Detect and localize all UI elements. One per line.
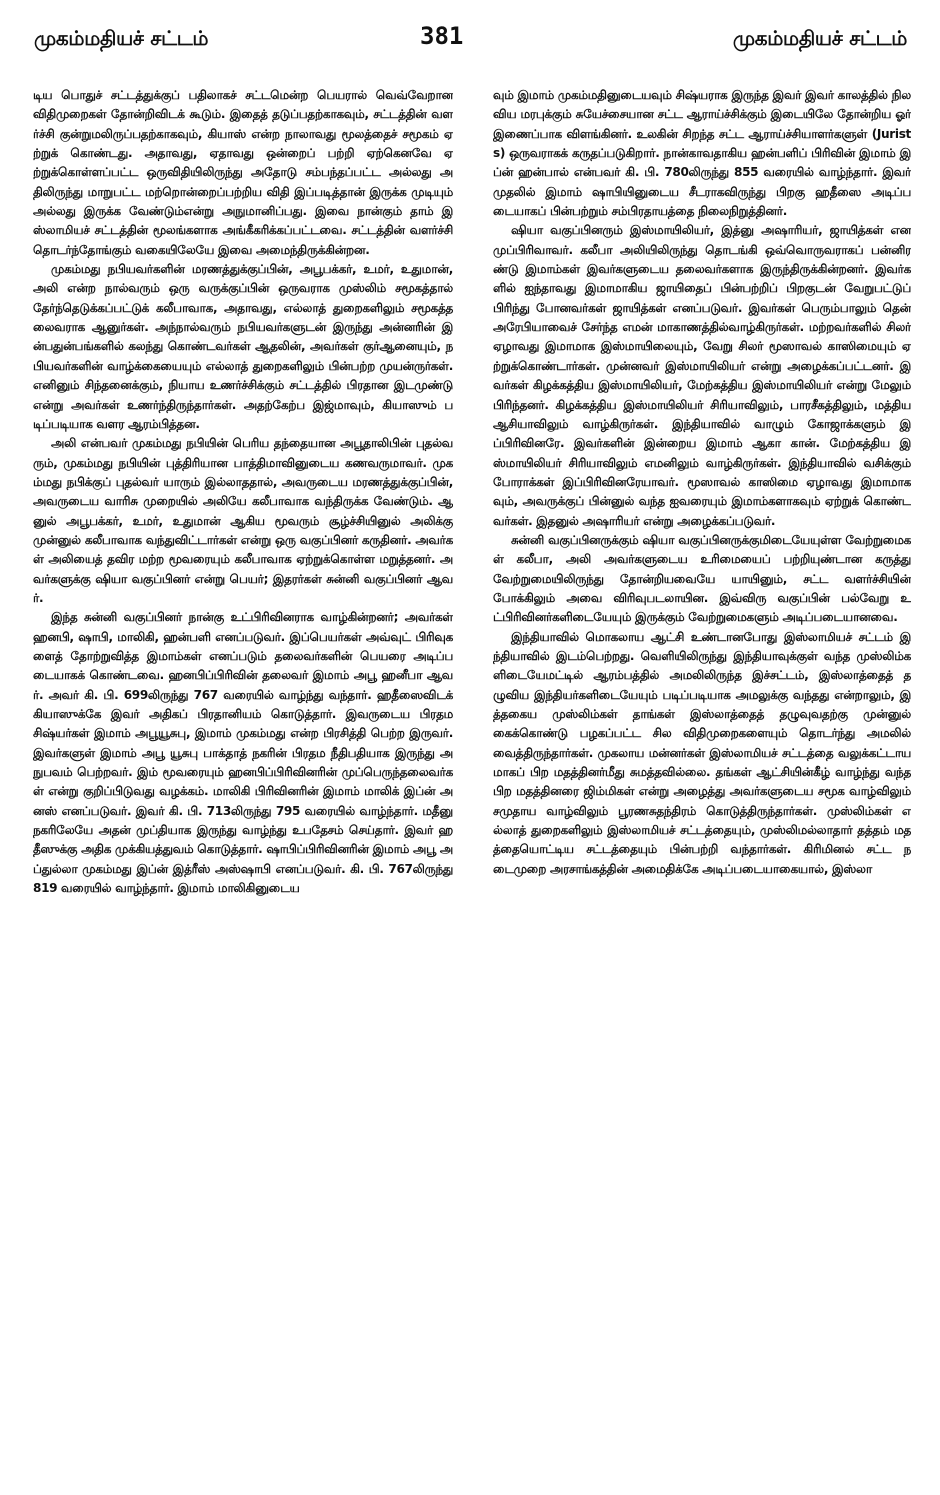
paragraph: அலி என்பவர் முகம்மது நபியின் பெரிய தந்தையான அபூதாலிபின் புதல்வரும், முகம்மது நபியின் புத்திரியான பாத்திமாவினுடைய கணவருமாவர். முகம்மது நபிக்குப் புதல்வர் யாரும் இல்லாததால், அவருடைய மரணத்துக்குப்பின், அவருடைய வாரிசு முறையில் அலியே கலீபாவாக வந்திருக்க வேண்டும். ஆனுல் அபூபக்கர், உமர், உதுமான் ஆகிய மூவரும் சூழ்ச்சியினுல் அலிக்கு முன்னுல் கலீபாவாக வந்துவிட்டார்கள் என்று ஒரு வகுப்பினர் கருதினர். அவர்கள் அலியைத் தவிர மற்ற மூவரையும் கலீபாவாக ஏற்றுக்கொள்ள மறுத்தனர். அவர்களுக்கு ஷியா வகுப்பினர் என்று பெயர்; இதரர்கள் சுன்னி வகுப்பினர் ஆவர். [33, 436, 453, 605]
paragraph: சுன்னி வகுப்பினருக்கும் ஷியா வகுப்பினருக்குமிடையேயுள்ள வேற்றுமைகள் கலீபா, அலி அவர்களுடைய உரிமையைப் பற்றியுண்டான கருத்து வேற்றுமையிலிருந்து தோன்றியவையே யாயினும், சட்ட வளர்ச்சியின் போக்கிலும் அவை விரிவுபடலாயின. இவ்விரு வகுப்பின் பல்வேறு உட்பிரிவினர்களிடையேயும் இருக்கும் வேற்றுமைகளும் அடிப்படையானவை. [493, 532, 911, 625]
paragraph: வும் இமாம் முகம்மதினுடையவும் சிஷ்யராக இருந்த இவர் இவர் காலத்தில் நிலவிய மரபுக்கும் சுயேச்சையான சட்ட ஆராய்ச்சிக்கும் இடையிலே தோன்றிய ஓர் இணைப்பாக விளங்கினர். உலகின் சிறந்த சட்ட ஆராய்ச்சியாளர்களுள் (Jurists) ஒருவராகக் கருதப்படுகிறார். நான்காவதாகிய ஹன்பளிப் பிரிவின் இமாம் இப்ன் ஹன்பால் என்பவர் கி. பி. 780லிருந்து 855 வரையில் வாழ்ந்தார். இவர் முதலில் இமாம் ஷாபியினுடைய சீடராகவிருந்து பிறகு ஹதீஸை அடிப்படையாகப் பின்பற்றும் சம்பிரதாயத்தை நிலைநிறுத்தினர். [493, 88, 911, 219]
left-text-column [33, 86, 453, 1481]
paragraph: டிய பொதுச் சட்டத்துக்குப் பதிலாகச் சட்டமென்ற பெயரால் வெவ்வேறான விதிமுறைகள் தோன்றிவிடக் கூடும். இதைத் தடுப்பதற்காகவும், சட்டத்தின் வளர்ச்சி குன்றுமலிருப்பதற்காகவும், கியாஸ் என்ற நாலாவது மூலத்தைச் சமூகம் ஏற்றுக் கொண்டது. அதாவது, ஏதாவது ஒன்றைப் பற்றி ஏற்கெனவே ஏற்றுக்கொள்ளப்பட்ட ஒருவிதியிலிருந்து அதோடு சம்பந்தப்பட்ட அல்லது அதிலிருந்து மாறுபட்ட மற்றொன்றைப்பற்றிய விதி இப்படித்தான் இருக்க முடியும் அல்லது இருக்க வேண்டும்என்று அநுமானிப்பது. இவை நான்கும் தாம் இஸ்லாமியச் சட்டத்தின் மூலங்களாக அங்கீகரிக்கப்பட்டவை. சட்டத்தின் வளர்ச்சி தொடர்ந்தோங்கும் வகையிலேயே இவை அமைந்திருக்கின்றன. [33, 88, 453, 257]
page-number: 381 [420, 22, 464, 50]
paragraph: ஷியா வகுப்பினரும் இஸ்மாயிலியர், இத்னு அஷாரியர், ஜாயித்கள் என முப்பிரிவாவர். கலீபா அலியிலிருந்து தொடங்கி ஒவ்வொருவராகப் பன்னிரண்டு இமாம்கள் இவர்களுடைய தலைவர்களாக இருந்திருக்கின்றனர். இவர்களில் ஐந்தாவது இமாமாகிய ஜாயிதைப் பின்பற்றிப் பிறகுடன் வேறுபட்டுப் பிரிந்து போனவர்கள் ஜாயித்கள் எனப்படுவர். இவர்கள் பெரும்பாலும் தென் அரேபியாவைச் சேர்ந்த எமன் மாகாணத்தில்வாழ்கிருர்கள். மற்றவர்களில் சிலர் ஏழாவது இமாமாக இஸ்மாயிலையும், வேறு சிலர் மூஸாவல் காஸிமையும் ஏற்றுக்கொண்டார்கள். முன்னவர் இஸ்மாயிலியர் என்று அழைக்கப்பட்டனர். இவர்கள் கிழக்கத்திய இஸ்மாயிலியர், மேற்கத்திய இஸ்மாயிலியர் என்று மேலும் பிரிந்தனர். கிழக்கத்திய இஸ்மாயிலியர் சிரியாவிலும், பாரசீகத்திலும், மத்திய ஆசியாவிலும் வாழ்கிருர்கள். இந்தியாவில் வாழும் கோஜாக்களும் இப்பிரிவினரே. இவர்களின் இன்றைய இமாம் ஆகா கான். மேற்கத்திய இஸ்மாயிலியர் சிரியாவிலும் எமனிலும் வாழ்கிருர்கள். இந்தியாவில் வசிக்கும் போராக்கள் இப்பிரிவினரேயாவர். மூஸாவல் காஸிமை ஏழாவது இமாமாகவும், அவருக்குப் பின்னுல் வந்த ஐவரையும் இமாம்களாகவும் ஏற்றுக் கொண்டவர்கள். இதனுல் அஷாரியர் என்று அழைக்கப்படுவர். [493, 223, 911, 528]
page-header [0, 22, 940, 62]
right-text-column [493, 86, 911, 1481]
paragraph: முகம்மது நபியவர்களின் மரணத்துக்குப்பின், அபூபக்கர், உமர், உதுமான், அலி என்ற நால்வரும் ஒரு வருக்குப்பின் ஒருவராக முஸ்லிம் சமூகத்தால் தேர்ந்தெடுக்கப்பட்டுக் கலீபாவாக, அதாவது, எல்லாத் துறைகளிலும் சமூகத்தலைவராக ஆனுர்கள். அந்நால்வரும் நபியவர்களுடன் இருந்து அன்னரின் இன்பதுன்பங்களில் கலந்து கொண்டவர்கள் ஆதலின், அவர்கள் குர்ஆனையும், நபியவர்களின் வாழ்க்கையையும் எல்லாத் துறைகளிலும் பின்பற்ற முயன்ருர்கள். எனினும் சிந்தனைக்கும், நியாய உணர்ச்சிக்கும் சட்டத்தில் பிரதான இடமுண்டு என்று அவர்கள் உணர்ந்திருந்தார்கள். அதற்கேற்ப இஜ்மாவும், கியாஸும் படிப்படியாக வளர ஆரம்பித்தன. [33, 262, 453, 431]
paragraph: இந்தியாவில் மொகலாய ஆட்சி உண்டானபோது இஸ்லாமியச் சட்டம் இந்தியாவில் இடம்பெற்றது. வெளியிலிருந்து இந்தியாவுக்குள் வந்த முஸ்லிம்களிடையேமட்டில் ஆரம்பத்தில் அமலிலிருந்த இச்சட்டம், இஸ்லாத்தைத் தழுவிய இந்தியர்களிடையேயும் படிப்படியாக அமலுக்கு வந்தது என்றாலும், இத்தகைய முஸ்லிம்கள் தாங்கள் இஸ்லாத்தைத் தழுவுவதற்கு முன்னுல் கைக்கொண்டு பழகப்பட்ட சில விதிமுறைகளையும் தொடர்ந்து அமலில் வைத்திருந்தார்கள். முகலாய மன்னர்கள் இஸ்லாமியச் சட்டத்தை வலுக்கட்டாயமாகப் பிற மதத்தினர்மீது சுமத்தவில்லை. தங்கள் ஆட்சியின்கீழ் வாழ்ந்து வந்த பிற மதத்தினரை ஜிம்மிகள் என்று அழைத்து அவர்களுடைய சமூக வாழ்விலும் சமுதாய வாழ்விலும் பூரணசுதந்திரம் கொடுத்திருந்தார்கள். முஸ்லிம்கள் எல்லாத் துறைகளிலும் இஸ்லாமியச் சட்டத்தையும், முஸ்லிமல்லாதார் தத்தம் மதத்தையொட்டிய சட்டத்தையும் பின்பற்றி வந்தார்கள். கிரிமினல் சட்ட நடைமுறை அரசாங்கத்தின் அமைதிக்கே அடிப்படையாகையால், இஸ்லா [493, 629, 911, 876]
running-title-right: முகம்மதியச் சட்டம் [732, 26, 907, 50]
paragraph: இந்த சுன்னி வகுப்பினர் நான்கு உட்பிரிவினராக வாழ்கின்றனர்; அவர்கள் ஹனபி, ஷாபி, மாலிகி, ஹன்பளி எனப்படுவர். இப்பெயர்கள் அவ்வுட் பிரிவுகளைத் தோற்றுவித்த இமாம்கள் எனப்படும் தலைவர்களின் பெயரை அடிப்படையாகக் கொண்டவை. ஹனபிப்பிரிவின் தலைவர் இமாம் அபூ ஹனீபா ஆவர். அவர் கி. பி. 699லிருந்து 767 வரையில் வாழ்ந்து வந்தார். ஹதீஸைவிடக் கியாஸுக்கே இவர் அதிகப் பிரதானியம் கொடுத்தார். இவருடைய பிரதம சிஷ்யர்கள் இமாம் அபூயூசுபு, இமாம் முகம்மது என்ற பிரசித்தி பெற்ற இருவர். இவர்களுள் இமாம் அபூ யூசுபு பாக்தாத் நகரின் பிரதம நீதிபதியாக இருந்து அநுபவம் பெற்றவர். இம் மூவரையும் ஹனபிப்பிரிவினரின் முப்பெருந்தலைவர்கள் என்று குறிப்பிடுவது வழக்கம். மாலிகி பிரிவினரின் இமாம் மாலிக் இப்ன் அனஸ் எனப்படுவர். இவர் கி. பி. 713லிருந்து 795 வரையில் வாழ்ந்தார். மதீனு நகரிலேயே அதன் முப்தியாக இருந்து வாழ்ந்து உபதேசம் செய்தார். இவர் ஹதீஸுக்கு அதிக முக்கியத்துவம் கொடுத்தார். ஷாபிப்பிரிவினரின் இமாம் அபூ அப்துல்லா முகம்மது இப்ன் இத்ரீஸ் அஸ்ஷாபி எனப்படுவர். கி. பி. 767லிருந்து 819 வரையில் வாழ்ந்தார். இமாம் மாலிகினுடைய [33, 610, 453, 896]
running-title-left: முகம்மதியச் சட்டம் [34, 26, 209, 50]
